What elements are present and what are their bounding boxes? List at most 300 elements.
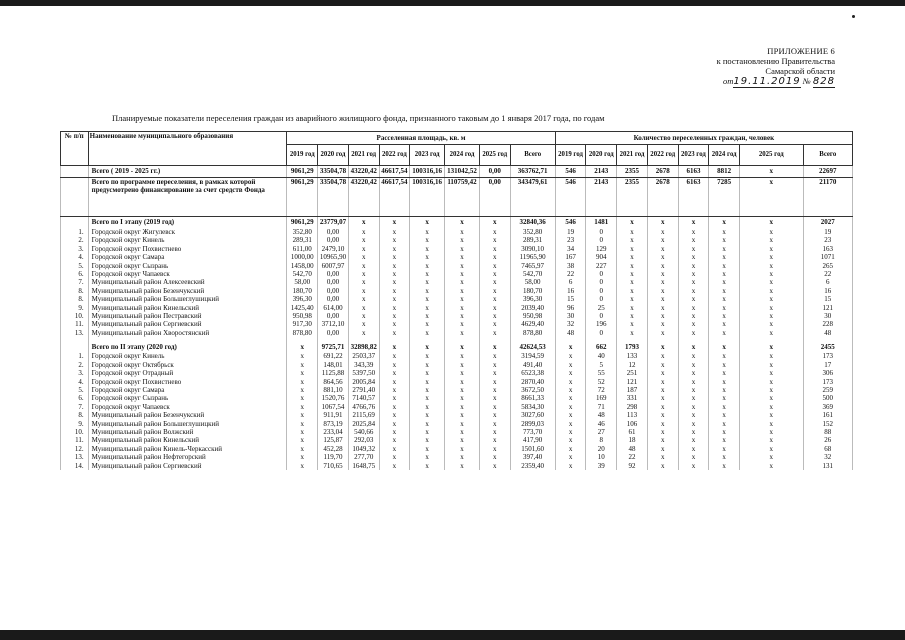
area-value: 1125,88: [318, 369, 349, 377]
people-value: x: [709, 270, 740, 278]
people-value: 30: [803, 312, 852, 320]
people-value: 259: [803, 386, 852, 394]
row-number: [61, 166, 89, 178]
people-value: x: [617, 262, 648, 270]
area-value: 950,98: [510, 312, 555, 320]
people-value: x: [555, 436, 586, 444]
area-value: x: [287, 361, 318, 369]
area-value: x: [379, 403, 410, 411]
area-value: 1648,75: [348, 462, 379, 470]
municipality-name: Муниципальный район Алексеевский: [88, 278, 287, 286]
area-value: x: [410, 236, 445, 244]
people-value: x: [740, 403, 804, 411]
table-row: [61, 287, 853, 295]
people-value: x: [647, 329, 678, 341]
area-value: x: [379, 378, 410, 386]
people-value: x: [740, 341, 804, 352]
people-value: 23: [803, 236, 852, 244]
area-value: x: [379, 436, 410, 444]
area-value: x: [479, 262, 510, 270]
people-value: 1793: [617, 341, 648, 352]
area-value: x: [479, 352, 510, 360]
area-value: x: [479, 428, 510, 436]
area-value: 0,00: [318, 278, 349, 286]
area-value: 43220,42: [348, 166, 379, 178]
area-value: x: [348, 236, 379, 244]
area-value: x: [379, 352, 410, 360]
municipality-name: Всего по I этапу (2019 год): [88, 217, 287, 229]
people-value: 2678: [647, 166, 678, 178]
area-value: 343,39: [348, 361, 379, 369]
municipality-name: Муниципальный район Большеглушицкий: [88, 295, 287, 303]
people-value: x: [709, 228, 740, 236]
table-row: [61, 369, 853, 377]
area-value: x: [379, 262, 410, 270]
row-number: [61, 178, 89, 217]
area-value: x: [479, 295, 510, 303]
people-value: 22: [617, 453, 648, 461]
people-value: x: [740, 236, 804, 244]
area-value: 2899,03: [510, 420, 555, 428]
people-value: 546: [555, 178, 586, 217]
area-year-header: 2025 год: [479, 145, 510, 166]
area-year-header: 2024 год: [445, 145, 480, 166]
area-value: 540,66: [348, 428, 379, 436]
people-value: x: [555, 369, 586, 377]
people-value: x: [678, 428, 709, 436]
area-value: 23779,07: [318, 217, 349, 229]
area-value: x: [479, 462, 510, 470]
area-value: x: [348, 228, 379, 236]
area-value: 5397,50: [348, 369, 379, 377]
people-value: 27: [586, 428, 617, 436]
area-value: x: [410, 428, 445, 436]
people-value: x: [678, 453, 709, 461]
area-value: 4766,76: [348, 403, 379, 411]
area-value: x: [348, 304, 379, 312]
col-group-area: Расселенная площадь, кв. м: [287, 132, 555, 145]
table-row: [61, 394, 853, 402]
area-value: 2115,69: [348, 411, 379, 419]
people-value: x: [647, 386, 678, 394]
municipality-name: Городской округ Отрадный: [88, 369, 287, 377]
people-value: x: [709, 262, 740, 270]
row-number: 11.: [61, 320, 89, 328]
people-value: x: [678, 262, 709, 270]
people-value: x: [678, 436, 709, 444]
area-value: x: [379, 453, 410, 461]
people-value: x: [678, 295, 709, 303]
area-value: 691,22: [318, 352, 349, 360]
row-number: 1.: [61, 352, 89, 360]
people-value: 40: [586, 352, 617, 360]
area-value: x: [410, 262, 445, 270]
people-value: x: [740, 228, 804, 236]
people-value: x: [678, 341, 709, 352]
table-row: [61, 312, 853, 320]
area-value: x: [445, 420, 480, 428]
area-value: x: [410, 411, 445, 419]
people-value: 34: [555, 245, 586, 253]
people-value: 133: [617, 352, 648, 360]
municipality-name: Муниципальный район Пестравский: [88, 312, 287, 320]
people-value: x: [709, 217, 740, 229]
people-value: 48: [803, 329, 852, 341]
people-value: 15: [803, 295, 852, 303]
area-value: 2005,84: [348, 378, 379, 386]
area-value: x: [348, 217, 379, 229]
area-value: x: [479, 386, 510, 394]
people-value: 6163: [678, 166, 709, 178]
people-value: x: [740, 320, 804, 328]
row-number: 2.: [61, 361, 89, 369]
people-value: x: [678, 361, 709, 369]
area-value: 2503,37: [348, 352, 379, 360]
people-value: x: [555, 403, 586, 411]
area-value: 289,31: [510, 236, 555, 244]
area-value: 5834,30: [510, 403, 555, 411]
area-value: 950,98: [287, 312, 318, 320]
municipality-name: Городской округ Октябрьск: [88, 361, 287, 369]
people-value: x: [647, 341, 678, 352]
people-value: x: [647, 378, 678, 386]
area-value: x: [445, 262, 480, 270]
people-value: 8812: [709, 166, 740, 178]
area-value: x: [410, 352, 445, 360]
people-value: 32: [803, 453, 852, 461]
area-value: 6007,97: [318, 262, 349, 270]
people-value: x: [647, 445, 678, 453]
people-value: x: [555, 361, 586, 369]
municipality-name: Городской округ Самара: [88, 253, 287, 261]
area-value: 417,90: [510, 436, 555, 444]
people-value: x: [709, 411, 740, 419]
municipality-name: Муниципальный район Сергиевский: [88, 462, 287, 470]
resettlement-table: [60, 131, 853, 470]
area-value: x: [445, 453, 480, 461]
people-value: x: [740, 436, 804, 444]
area-value: x: [348, 262, 379, 270]
people-value: 0: [586, 295, 617, 303]
area-value: x: [479, 287, 510, 295]
people-value: x: [647, 278, 678, 286]
people-value: x: [709, 394, 740, 402]
municipality-name: Муниципальный район Кинель-Черкасский: [88, 445, 287, 453]
people-value: 2027: [803, 217, 852, 229]
area-value: x: [479, 436, 510, 444]
area-value: x: [445, 287, 480, 295]
area-value: x: [287, 436, 318, 444]
people-value: x: [647, 320, 678, 328]
area-value: x: [445, 329, 480, 341]
people-value: x: [740, 378, 804, 386]
area-value: x: [410, 329, 445, 341]
municipality-name: Городской округ Сызрань: [88, 394, 287, 402]
people-value: 7285: [709, 178, 740, 217]
people-value: 23: [555, 236, 586, 244]
table-row: [61, 329, 853, 341]
area-value: x: [410, 420, 445, 428]
row-number: 13.: [61, 329, 89, 341]
handwritten-date: 19.11.2019: [733, 76, 801, 87]
people-value: x: [555, 453, 586, 461]
table-row: [61, 320, 853, 328]
people-value: x: [678, 236, 709, 244]
area-value: 0,00: [318, 312, 349, 320]
people-value: 121: [803, 304, 852, 312]
people-value: 18: [617, 436, 648, 444]
area-value: 292,03: [348, 436, 379, 444]
people-value: x: [678, 394, 709, 402]
people-value: x: [647, 436, 678, 444]
area-value: 0,00: [479, 166, 510, 178]
area-value: 8661,33: [510, 394, 555, 402]
people-value: 6163: [678, 178, 709, 217]
area-value: 773,70: [510, 428, 555, 436]
row-number: 3.: [61, 369, 89, 377]
col-group-people: Количество переселенных граждан, человек: [555, 132, 852, 145]
people-value: 169: [586, 394, 617, 402]
row-number: 7.: [61, 403, 89, 411]
row-number: 6.: [61, 270, 89, 278]
people-value: 20: [586, 445, 617, 453]
area-value: 1067,54: [318, 403, 349, 411]
area-value: x: [445, 369, 480, 377]
people-value: x: [647, 462, 678, 470]
people-year-header: 2023 год: [678, 145, 709, 166]
people-value: 61: [617, 428, 648, 436]
people-value: x: [740, 278, 804, 286]
people-value: 71: [586, 403, 617, 411]
row-number: 3.: [61, 245, 89, 253]
people-value: 10: [586, 453, 617, 461]
people-value: x: [709, 253, 740, 261]
people-value: x: [709, 386, 740, 394]
people-value: x: [678, 462, 709, 470]
people-value: x: [709, 287, 740, 295]
area-value: x: [379, 369, 410, 377]
area-year-header: 2022 год: [379, 145, 410, 166]
people-value: x: [678, 420, 709, 428]
area-value: 58,00: [287, 278, 318, 286]
handwritten-number: 828: [812, 76, 835, 87]
area-value: 396,30: [287, 295, 318, 303]
area-value: x: [379, 462, 410, 470]
people-value: 12: [617, 361, 648, 369]
area-value: x: [479, 453, 510, 461]
people-value: x: [617, 278, 648, 286]
area-value: x: [287, 420, 318, 428]
area-value: x: [445, 217, 480, 229]
people-value: 68: [803, 445, 852, 453]
people-value: x: [678, 217, 709, 229]
area-value: x: [445, 394, 480, 402]
people-value: x: [555, 352, 586, 360]
row-number: 12.: [61, 445, 89, 453]
area-value: 1000,00: [287, 253, 318, 261]
people-value: 173: [803, 352, 852, 360]
appendix-line2: к постановлению Правительства: [716, 56, 835, 66]
area-value: x: [379, 445, 410, 453]
area-value: x: [348, 320, 379, 328]
people-value: 298: [617, 403, 648, 411]
people-value: x: [617, 228, 648, 236]
area-value: 9725,71: [318, 341, 349, 352]
people-value: x: [678, 320, 709, 328]
table-row: [61, 262, 853, 270]
people-value: x: [617, 312, 648, 320]
people-value: x: [678, 386, 709, 394]
people-value: x: [617, 253, 648, 261]
area-value: 491,40: [510, 361, 555, 369]
scan-top-border: [0, 0, 905, 6]
area-value: x: [445, 403, 480, 411]
table-row: [61, 304, 853, 312]
municipality-name: Муниципальный район Кинельский: [88, 436, 287, 444]
document-title: Планируемые показатели переселения граждан из аварийного жилищного фонда, признанного таковым до 1 января 2017 года, по годам: [112, 113, 605, 123]
area-value: x: [445, 228, 480, 236]
people-value: x: [709, 320, 740, 328]
people-value: 152: [803, 420, 852, 428]
people-value: 0: [586, 329, 617, 341]
table-row: [61, 445, 853, 453]
people-value: 48: [586, 411, 617, 419]
area-value: 0,00: [318, 236, 349, 244]
appendix-title: ПРИЛОЖЕНИЕ 6: [767, 46, 835, 56]
people-value: x: [740, 245, 804, 253]
people-year-header: 2021 год: [617, 145, 648, 166]
area-value: 6523,38: [510, 369, 555, 377]
people-value: 48: [555, 329, 586, 341]
row-number: 9.: [61, 304, 89, 312]
people-value: x: [647, 369, 678, 377]
municipality-name: Городской округ Чапаевск: [88, 270, 287, 278]
area-value: x: [445, 278, 480, 286]
area-value: 2039,40: [510, 304, 555, 312]
municipality-name: Муниципальный район Безенчукский: [88, 287, 287, 295]
table-row: [61, 295, 853, 303]
table-row: [61, 428, 853, 436]
people-value: x: [709, 361, 740, 369]
area-value: x: [445, 312, 480, 320]
area-value: x: [379, 420, 410, 428]
people-year-header: 2022 год: [647, 145, 678, 166]
area-value: x: [479, 320, 510, 328]
people-value: x: [617, 329, 648, 341]
table-row: [61, 462, 853, 470]
area-value: x: [479, 403, 510, 411]
area-value: 10965,90: [318, 253, 349, 261]
area-value: x: [348, 287, 379, 295]
area-value: 9061,29: [287, 178, 318, 217]
area-value: x: [445, 436, 480, 444]
people-value: x: [709, 341, 740, 352]
people-value: x: [709, 453, 740, 461]
people-value: x: [647, 295, 678, 303]
area-value: 2359,40: [510, 462, 555, 470]
people-value: x: [617, 287, 648, 295]
area-value: x: [479, 236, 510, 244]
table-row: [61, 270, 853, 278]
people-value: x: [647, 361, 678, 369]
area-year-header: Всего: [510, 145, 555, 166]
municipality-name: Муниципальный район Кинельский: [88, 304, 287, 312]
area-value: x: [379, 304, 410, 312]
people-value: 30: [555, 312, 586, 320]
people-value: x: [647, 420, 678, 428]
area-value: x: [479, 420, 510, 428]
people-value: 0: [586, 236, 617, 244]
people-year-header: 2019 год: [555, 145, 586, 166]
people-value: 1071: [803, 253, 852, 261]
area-value: x: [379, 245, 410, 253]
people-value: x: [678, 270, 709, 278]
people-value: x: [709, 462, 740, 470]
area-value: 1049,32: [348, 445, 379, 453]
people-value: x: [740, 166, 804, 178]
people-value: 39: [586, 462, 617, 470]
people-value: x: [709, 304, 740, 312]
people-value: 6: [803, 278, 852, 286]
row-number: 1.: [61, 228, 89, 236]
area-value: 614,00: [318, 304, 349, 312]
area-value: x: [410, 287, 445, 295]
people-value: x: [555, 428, 586, 436]
people-value: 131: [803, 462, 852, 470]
area-value: 2791,40: [348, 386, 379, 394]
area-value: 878,80: [510, 329, 555, 341]
area-value: 100316,16: [410, 166, 445, 178]
people-value: x: [555, 394, 586, 402]
area-value: x: [287, 403, 318, 411]
area-value: 0,00: [318, 270, 349, 278]
people-value: x: [740, 394, 804, 402]
area-value: 277,70: [348, 453, 379, 461]
area-value: x: [445, 428, 480, 436]
area-value: x: [479, 378, 510, 386]
area-value: 352,80: [510, 228, 555, 236]
area-value: x: [445, 253, 480, 261]
people-value: x: [678, 253, 709, 261]
people-value: x: [647, 236, 678, 244]
people-value: x: [647, 228, 678, 236]
area-value: x: [410, 378, 445, 386]
people-value: 6: [555, 278, 586, 286]
row-number: 13.: [61, 453, 89, 461]
area-value: x: [379, 428, 410, 436]
people-value: 369: [803, 403, 852, 411]
people-value: 88: [803, 428, 852, 436]
municipality-name: Городской округ Жигулевск: [88, 228, 287, 236]
people-value: 2355: [617, 178, 648, 217]
area-value: x: [410, 462, 445, 470]
area-value: x: [479, 394, 510, 402]
area-value: x: [379, 217, 410, 229]
people-value: x: [709, 295, 740, 303]
row-number: 2.: [61, 236, 89, 244]
area-value: x: [445, 245, 480, 253]
people-value: 106: [617, 420, 648, 428]
row-number: 10.: [61, 428, 89, 436]
area-value: x: [410, 253, 445, 261]
area-value: 3027,60: [510, 411, 555, 419]
people-value: x: [678, 403, 709, 411]
area-value: x: [479, 270, 510, 278]
area-value: x: [410, 386, 445, 394]
people-value: x: [647, 453, 678, 461]
table-row: [61, 236, 853, 244]
row-number: 4.: [61, 378, 89, 386]
